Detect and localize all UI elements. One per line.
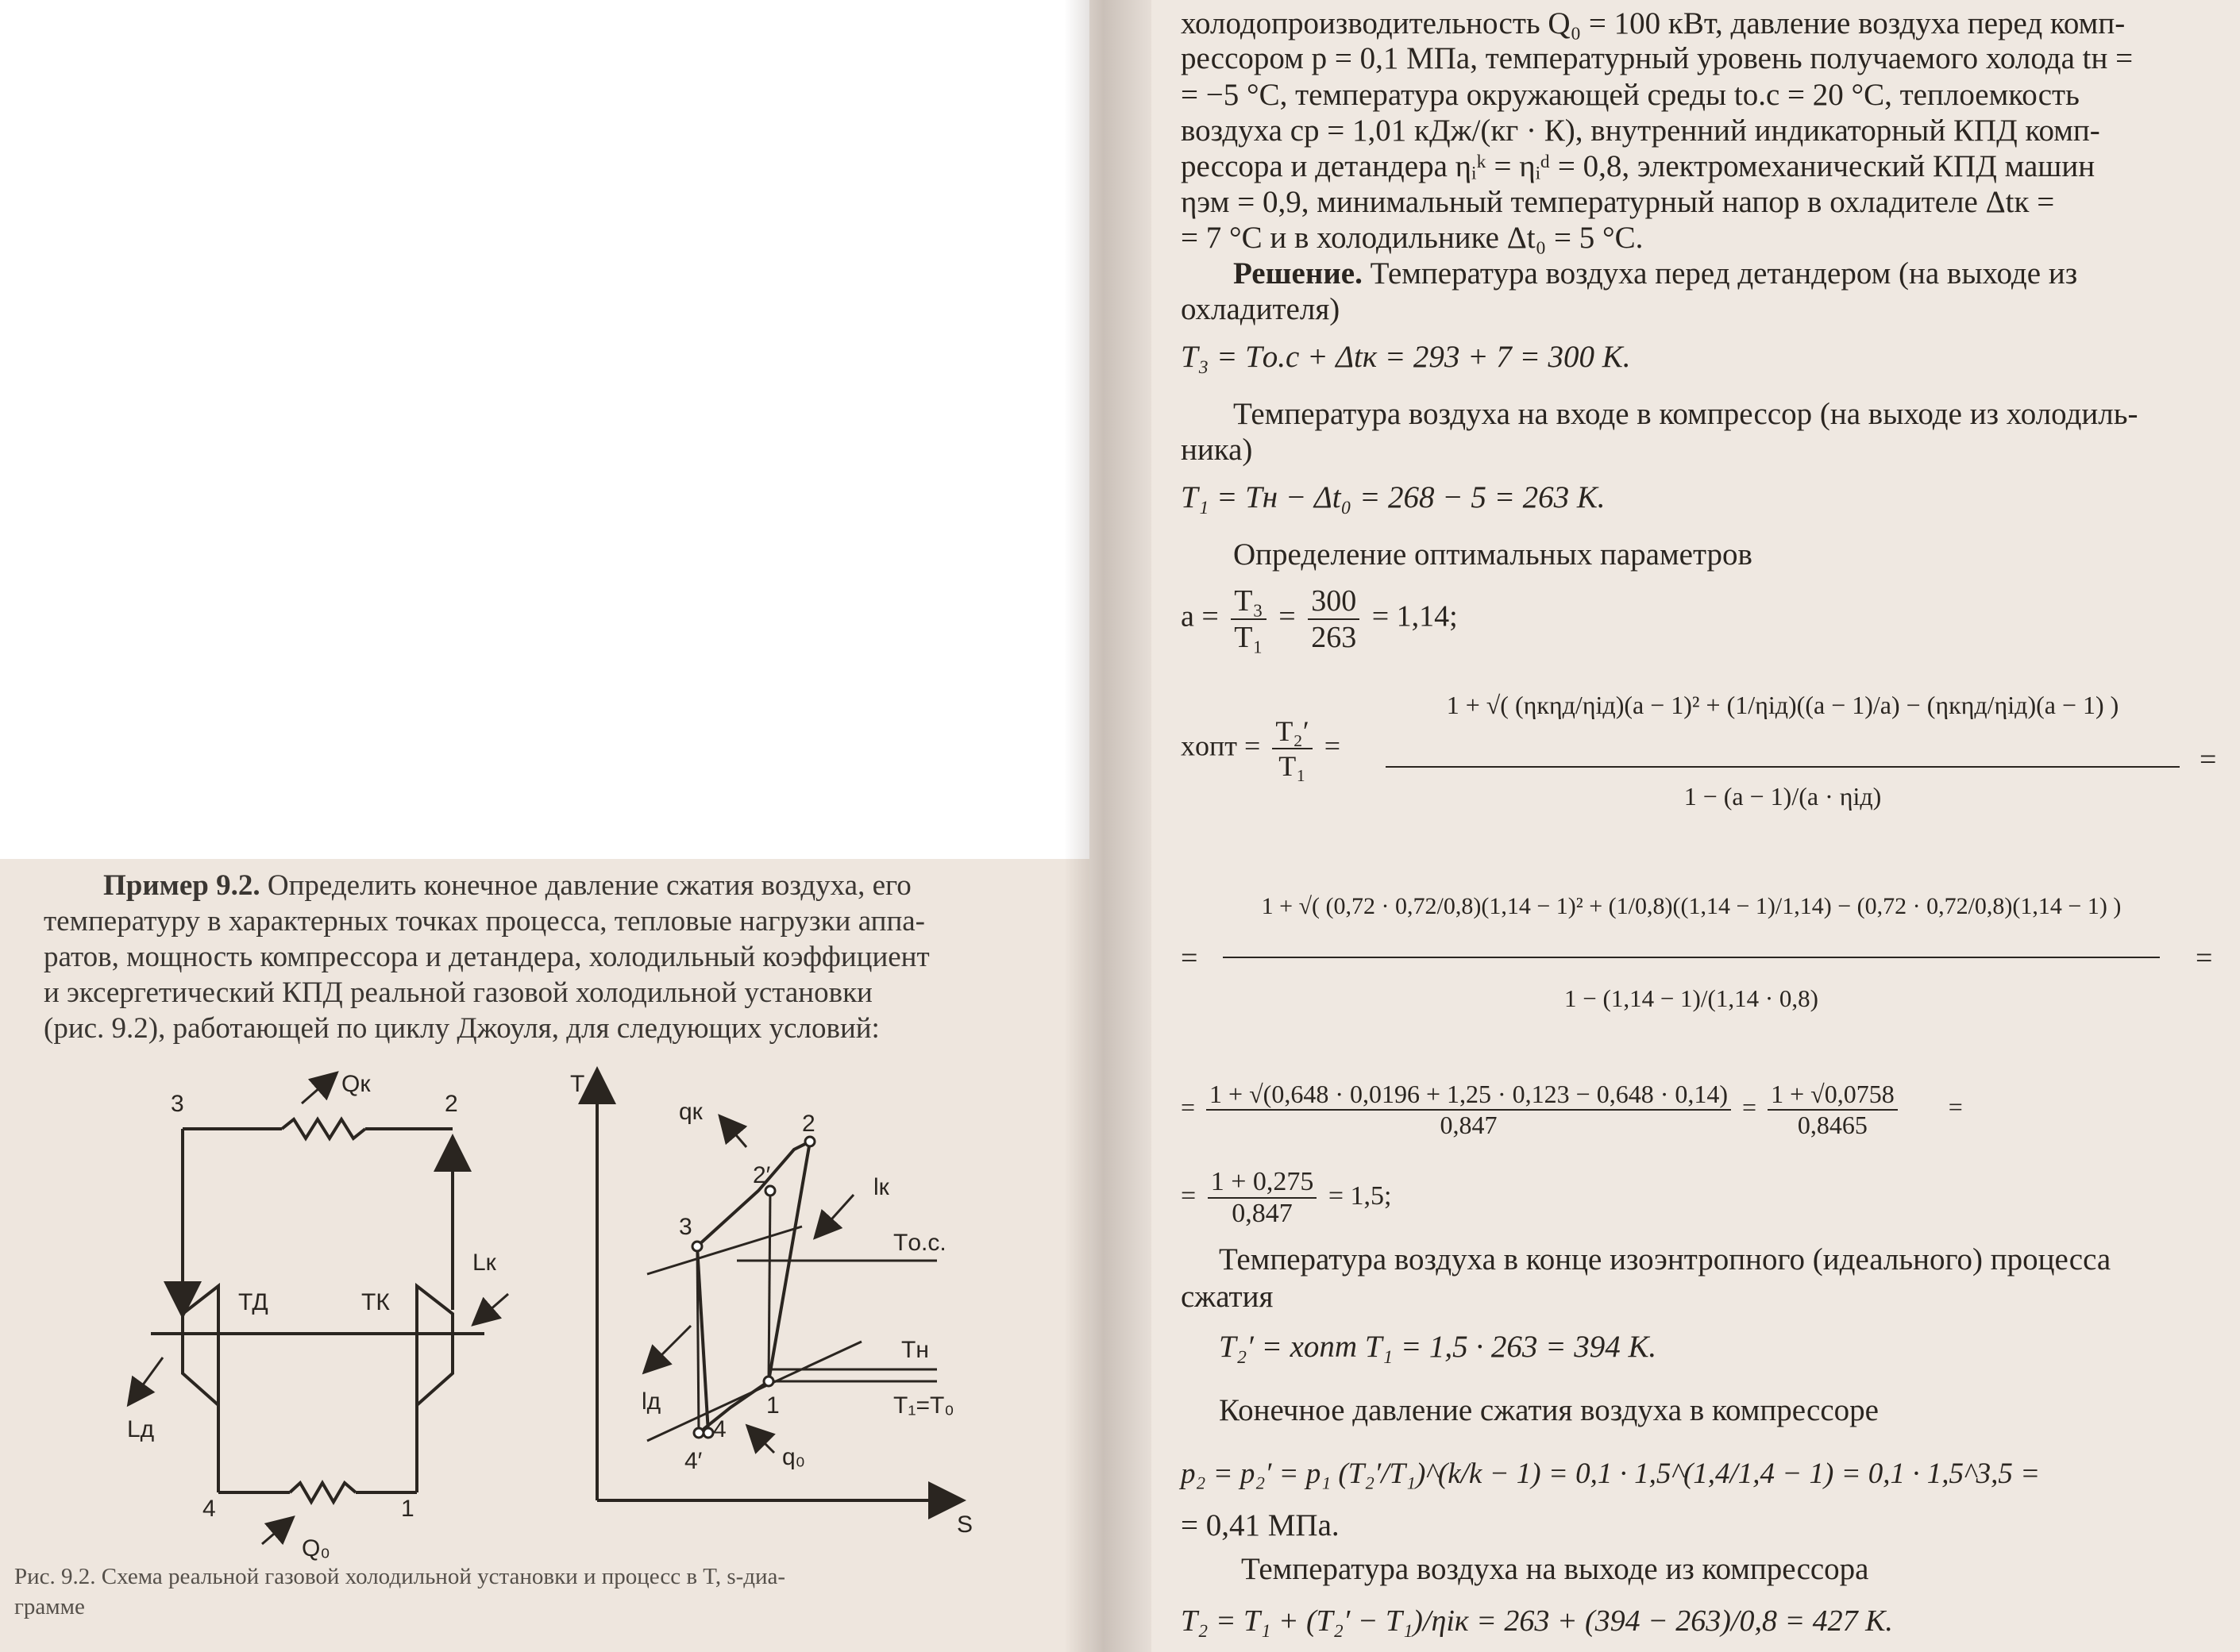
heat-label: qк — [679, 1099, 703, 1125]
state-point-3 — [692, 1242, 702, 1251]
refrigeration-schematic — [131, 1076, 508, 1544]
eq-lhs: a = — [1181, 599, 1219, 633]
solution-text: Температура воздуха перед детандером (на выходе из — [1362, 256, 2078, 291]
solution-label: Решение. — [1233, 256, 1363, 291]
heat-label: Qк — [341, 1071, 371, 1097]
point-label: 2 — [802, 1111, 815, 1137]
eq-sign: = — [1324, 730, 1341, 762]
work-label: lд — [642, 1388, 661, 1415]
eq-sign: = — [2196, 942, 2213, 975]
expander-label: ТД — [238, 1289, 268, 1315]
example-paragraph — [103, 869, 912, 903]
work-label: lк — [873, 1174, 889, 1200]
eq-rhs: = 1,14; — [1371, 599, 1458, 633]
eq-sign: = — [1181, 1180, 1197, 1211]
heat-label: Q₀ — [302, 1535, 330, 1562]
text-line: = −5 °С, температура окружающей среды tо.с = 20 °С, теплоемкость — [1181, 78, 2080, 112]
equation-x-opt-label — [1181, 714, 1340, 783]
fraction — [1272, 714, 1312, 783]
point-label: 4 — [202, 1496, 216, 1522]
fraction-denominator: 0,847 — [1232, 1199, 1293, 1228]
fraction-denominator: 0,847 — [1440, 1111, 1498, 1139]
fraction — [1308, 583, 1359, 655]
work-arrow — [131, 1357, 163, 1401]
point-label: 2′ — [753, 1162, 771, 1188]
text-line: (рис. 9.2), работающей по циклу Джоуля, для следующих условий: — [44, 1012, 880, 1045]
fraction-denominator: T₁ — [1234, 621, 1263, 654]
text-line: Температура воздуха на выходе из компрессора — [1241, 1552, 1869, 1586]
fraction-numerator: 1 + √(0,648 · 0,0196 + 1,25 · 0,123 − 0,648 · 0,14) — [1206, 1080, 1731, 1111]
equation-t1: T₁ = Tн − Δt₀ = 268 − 5 = 263 К. — [1181, 480, 1606, 514]
expander-shape — [183, 1286, 218, 1405]
isobar-guide — [647, 1226, 802, 1274]
fraction-denominator: 263 — [1311, 621, 1357, 654]
eq-rhs: = 1,5; — [1328, 1180, 1392, 1211]
eq-sign: = — [1948, 1092, 1963, 1122]
point-label: 3 — [171, 1091, 184, 1117]
big-fraction-numerator: 1 + √( (ηкηд/ηiд)(a − 1)² + (1/ηiд)((a − 1)/a) − (ηкηд/ηiд)(a − 1) ) — [1446, 691, 2119, 719]
evaporator-resistor — [290, 1483, 356, 1502]
axis-label: S — [957, 1511, 973, 1538]
fraction-numerator: 300 — [1308, 583, 1359, 620]
work-label: Lд — [127, 1416, 155, 1442]
ts-labels — [570, 1071, 973, 1538]
equation-t2prime: T₂′ = xопт T₁ = 1,5 · 263 = 394 К. — [1219, 1330, 1657, 1364]
eq-sign: = — [1278, 599, 1296, 633]
fraction — [1208, 1167, 1317, 1229]
text-line: ηэм = 0,9, минимальный температурный напор в охладителе Δtк = — [1181, 185, 2055, 219]
text-line: рессора и детандера ηᵢᵏ = ηᵢᵈ = 0,8, электромеханический КПД машин — [1181, 149, 2095, 183]
state-point-1 — [764, 1377, 773, 1386]
figure-caption: Рис. 9.2. Схема реальной газовой холодильной установки и процесс в T, s-диа- — [14, 1564, 786, 1589]
state-point-4prime — [694, 1428, 704, 1438]
text-line: = 7 °С и в холодильнике Δt₀ = 5 °С. — [1181, 221, 1644, 255]
temperature-label: T₁=T₀ — [893, 1392, 954, 1419]
text-line: ника) — [1181, 433, 1253, 467]
equation-x-step2 — [1181, 1080, 1963, 1140]
text-line: холодопроизводительность Q₀ = 100 кВт, давление воздуха перед комп- — [1181, 6, 2126, 40]
text-line: Конечное давление сжатия воздуха в компрессоре — [1219, 1393, 1879, 1427]
text-line: сжатия — [1181, 1280, 1274, 1314]
ts-diagram — [597, 1076, 957, 1500]
heat-arrow — [750, 1429, 774, 1453]
isentropic-line — [697, 1246, 699, 1433]
fraction — [1206, 1080, 1731, 1140]
text-line: и эксергетический КПД реальной газовой холодильной установки — [44, 976, 873, 1009]
text-line: Температура воздуха в конце изоэнтропного (идеального) процесса — [1219, 1242, 2111, 1277]
point-label: 2 — [445, 1091, 458, 1117]
solution-paragraph — [1233, 256, 2077, 291]
isentropic-line — [769, 1191, 770, 1381]
cooler-resistor — [282, 1119, 365, 1138]
text-line: охладителя) — [1181, 292, 1340, 326]
fraction-bar — [1386, 766, 2180, 768]
point-label: 3 — [679, 1214, 692, 1240]
temperature-label: Tн — [901, 1337, 929, 1363]
state-point-2 — [805, 1137, 815, 1146]
equation-t3: T₃ = Tо.с + Δtк = 293 + 7 = 300 К. — [1181, 340, 1631, 374]
heat-arrow — [723, 1119, 746, 1147]
text-line: рессором p = 0,1 МПа, температурный уровень получаемого холода tн = — [1181, 41, 2134, 75]
big-fraction-denominator: 1 − (1,14 − 1)/(1,14 · 0,8) — [1564, 984, 1818, 1012]
point-label: 4′ — [684, 1448, 703, 1474]
text-line: Определить конечное давление сжатия воздуха, его — [260, 869, 912, 902]
equation-a — [1181, 583, 1458, 655]
eq-sign: = — [2200, 743, 2217, 776]
work-arrow — [647, 1326, 691, 1369]
fraction — [1768, 1080, 1898, 1140]
text-line: воздуха cp = 1,01 кДж/(кг · К), внутренний индикаторный КПД комп- — [1181, 114, 2100, 148]
big-fraction-numerator: 1 + √( (0,72 · 0,72/0,8)(1,14 − 1)² + (1/0,8)((1,14 − 1)/1,14) − (0,72 · 0,72/0,8)(1,14 − 1) ) — [1261, 893, 2122, 919]
figure-caption: грамме — [14, 1594, 85, 1619]
axis-label: T — [570, 1071, 585, 1097]
heat-arrow — [302, 1076, 333, 1103]
fraction-denominator: 0,8465 — [1797, 1111, 1868, 1139]
eq-lhs: xопт = — [1181, 730, 1261, 762]
heat-arrow — [262, 1520, 290, 1544]
fraction-numerator: T₂′ — [1272, 714, 1312, 749]
state-point-4 — [704, 1428, 713, 1438]
eq-sign: = — [1181, 942, 1198, 975]
text-line: температуру в характерных точках процесса, тепловые нагрузки аппа- — [44, 905, 925, 938]
heat-label: q₀ — [782, 1444, 806, 1470]
fraction-bar — [1223, 957, 2160, 958]
equation-p2: p₂ = p₂′ = p₁ (T₂′/T₁)^(k/k − 1) = 0,1 · 1,5^(1,4/1,4 − 1) = 0,1 · 1,5^3,5 = — [1181, 1458, 2041, 1490]
text-line: ратов, мощность компрессора и детандера, холодильный коэффициент — [44, 941, 930, 973]
compressor-label: ТК — [361, 1289, 390, 1315]
book-gutter-shadow — [1064, 0, 1151, 1652]
point-label: 4 — [713, 1416, 727, 1442]
eq-sign: = — [1742, 1092, 1757, 1122]
point-label: 1 — [401, 1496, 414, 1522]
point-label: 1 — [766, 1392, 780, 1419]
example-label: Пример 9.2. — [103, 869, 260, 902]
fraction — [1231, 583, 1266, 655]
fraction-numerator: 1 + √0,0758 — [1768, 1080, 1898, 1111]
temperature-label: Tо.с. — [893, 1230, 947, 1256]
work-label: Lк — [472, 1250, 496, 1276]
work-arrow — [476, 1294, 508, 1322]
big-fraction-denominator: 1 − (a − 1)/(a · ηiд) — [1683, 782, 1882, 811]
figure-9-2 — [0, 1056, 1064, 1572]
isobar-guide — [647, 1342, 862, 1441]
fraction-numerator: 1 + 0,275 — [1208, 1167, 1317, 1199]
compressor-shape — [417, 1286, 453, 1405]
fraction-denominator: T₁ — [1278, 750, 1306, 782]
fraction-numerator: T₃ — [1231, 583, 1266, 620]
equation-p2-result: = 0,41 МПа. — [1181, 1508, 1340, 1542]
equation-t2: T₂ = T₁ + (T₂′ − T₁)/ηiк = 263 + (394 − 263)/0,8 = 427 К. — [1181, 1604, 1893, 1638]
eq-sign: = — [1181, 1092, 1196, 1122]
work-arrow — [818, 1195, 854, 1234]
equation-x-step3 — [1181, 1167, 1392, 1229]
section-heading: Определение оптимальных параметров — [1233, 537, 1752, 572]
text-line: Температура воздуха на входе в компрессор (на выходе из холодиль- — [1233, 397, 2138, 431]
